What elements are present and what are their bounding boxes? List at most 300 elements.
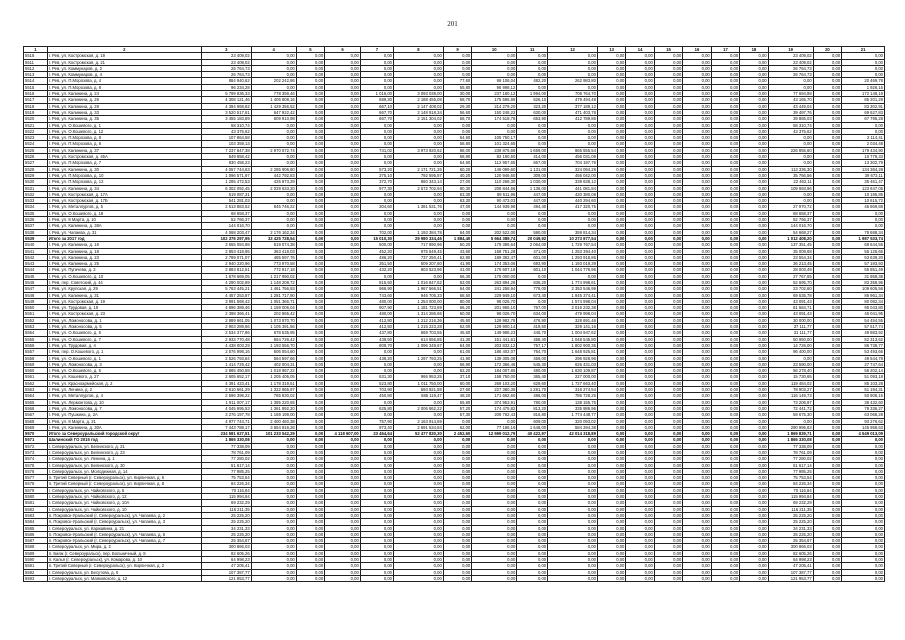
address-cell: г. Рев, ул. Пушкина, д. 2А [47, 412, 201, 418]
amount-cell: 0,00 [740, 424, 768, 430]
amount-cell: 0,00 [597, 53, 625, 59]
amount-cell: 1 994,00 [517, 91, 548, 97]
address-cell: г. Рев, ул. Костромская, д. 45А [47, 154, 201, 160]
amount-cell: 0,00 [443, 418, 471, 424]
amount-cell: 43 375,62 [201, 128, 251, 134]
amount-cell: 0,00 [325, 84, 361, 90]
amount-cell: 51 194,31 [842, 387, 885, 393]
amount-cell: 0,00 [711, 538, 739, 544]
amount-cell: 0,00 [626, 336, 654, 342]
amount-cell: 0,00 [296, 273, 324, 279]
amount-cell: 0,00 [296, 456, 324, 462]
amount-cell: 51 617,14 [201, 462, 251, 468]
row-number-cell: 5580 [24, 494, 48, 500]
amount-cell: 99 106,04 [472, 78, 517, 84]
amount-cell: 63,30 [443, 198, 471, 204]
row-number-cell: 5518 [24, 103, 48, 109]
amount-cell: 0,00 [711, 97, 739, 103]
amount-cell: 0,00 [683, 78, 711, 84]
amount-cell: 6 302 092,45 [201, 185, 251, 191]
amount-cell: 486,20 [360, 254, 393, 260]
address-cell: г. Рев, ул. О.Кошевого, д. 7 [47, 336, 201, 342]
amount-cell: 1 281,70 [517, 387, 548, 393]
amount-cell: 0,00 [517, 481, 548, 487]
amount-cell: 0,00 [443, 512, 471, 518]
address-cell: Итого за 2017 год [47, 235, 201, 241]
amount-cell: 1 148 208,72 [251, 279, 296, 285]
amount-cell: 0,00 [296, 361, 324, 367]
amount-cell: 0,00 [813, 506, 841, 512]
amount-cell: 792 595,87 [393, 172, 443, 178]
amount-cell: 300 866,03 [768, 544, 813, 550]
amount-cell: 0,00 [597, 380, 625, 386]
amount-cell: 109 605,56 [842, 286, 885, 292]
amount-cell: 0,00 [813, 418, 841, 424]
amount-cell: 0,00 [740, 204, 768, 210]
amount-cell: 0,00 [443, 506, 471, 512]
amount-cell: 609,00 [517, 418, 548, 424]
address-cell: г. Рев, ул. Красноармейская, д. 2 [47, 380, 201, 386]
amount-cell: 601,00 [517, 254, 548, 260]
amount-cell: 0,00 [654, 575, 682, 581]
amount-cell: 0,00 [740, 437, 768, 443]
amount-cell: 0,00 [813, 267, 841, 273]
amount-cell: 0,00 [711, 424, 739, 430]
amount-cell: 0,00 [813, 387, 841, 393]
amount-cell: 1 926,15 [842, 84, 885, 90]
amount-cell: 0,00 [296, 311, 324, 317]
address-cell: г. Рев, ул. О.Кошевого, д. 10 [47, 273, 201, 279]
amount-cell: 0,00 [711, 109, 739, 115]
amount-cell: 0,00 [654, 305, 682, 311]
amount-cell: 1 205 405,05 [251, 374, 296, 380]
amount-cell: 59 675,30 [768, 412, 813, 418]
amount-cell: 0,00 [325, 292, 361, 298]
row-number-cell: 5548 [24, 292, 48, 298]
amount-cell: 669 703,55 [393, 330, 443, 336]
amount-cell: 0,00 [597, 525, 625, 531]
amount-cell: 0,00 [393, 475, 443, 481]
amount-cell: 0,00 [472, 557, 517, 563]
amount-cell: 0,00 [740, 235, 768, 241]
amount-cell: 109 693,96 [768, 185, 813, 191]
row-number-cell: 5529 [24, 172, 48, 178]
amount-cell: 0,00 [597, 59, 625, 65]
amount-cell: 0,00 [654, 53, 682, 59]
amount-cell: 57 193,93 [842, 261, 885, 267]
amount-cell: 68 658,37 [201, 210, 251, 216]
amount-cell: 0,00 [597, 456, 625, 462]
amount-cell: 0,00 [393, 557, 443, 563]
amount-cell: 0,00 [325, 487, 361, 493]
amount-cell: 0,00 [626, 53, 654, 59]
amount-cell: 471,00 [517, 248, 548, 254]
amount-cell: 1 630 109,87 [548, 368, 598, 374]
amount-cell: 0,00 [683, 154, 711, 160]
amount-cell: 1 987 533,74 [842, 235, 885, 241]
amount-cell: 0,00 [654, 172, 682, 178]
amount-cell: 0,00 [683, 531, 711, 537]
amount-cell: 63,30 [443, 191, 471, 197]
amount-cell: 144 939,98 [472, 204, 517, 210]
amount-cell: 43 375,62 [768, 128, 813, 134]
amount-cell: 0,00 [683, 387, 711, 393]
amount-cell: 0,00 [711, 267, 739, 273]
amount-cell: 2 853 418,95 [201, 248, 251, 254]
amount-cell: 0,00 [842, 563, 885, 569]
amount-cell: 0,00 [626, 292, 654, 298]
amount-cell: 73 206,97 [768, 399, 813, 405]
amount-cell: 0,00 [597, 500, 625, 506]
amount-cell: 0,00 [654, 424, 682, 430]
amount-cell: 0,00 [683, 217, 711, 223]
amount-cell: 0,00 [768, 160, 813, 166]
amount-cell: 0,00 [325, 569, 361, 575]
amount-cell: 50,20 [443, 242, 471, 248]
amount-cell: 0,00 [626, 254, 654, 260]
amount-cell: 129 982,78 [472, 317, 517, 323]
amount-cell: 0,00 [711, 563, 739, 569]
amount-cell: 0,00 [393, 443, 443, 449]
amount-cell: 0,00 [740, 53, 768, 59]
column-number-header: 5 [296, 47, 324, 53]
address-cell: г. Североуральск, ул. Чайковского, д. 5 [47, 487, 201, 493]
amount-cell: 0,00 [325, 242, 361, 248]
amount-cell: 0,00 [654, 450, 682, 456]
amount-cell: 0,00 [626, 122, 654, 128]
amount-cell: 0,00 [683, 198, 711, 204]
amount-cell: 0,00 [472, 65, 517, 71]
amount-cell: 1 385 220,65 [251, 399, 296, 405]
amount-cell: 0,00 [325, 450, 361, 456]
amount-cell: 69 535,78 [768, 292, 813, 298]
amount-cell: 15 010,30 [360, 235, 393, 241]
amount-cell: 0,00 [472, 494, 517, 500]
amount-cell: 0,00 [626, 305, 654, 311]
amount-cell: 0,00 [360, 412, 393, 418]
amount-cell: 0,00 [768, 198, 813, 204]
amount-cell: 456 042,00 [548, 172, 598, 178]
amount-cell: 0,00 [360, 84, 393, 90]
amount-cell: 0,00 [740, 431, 768, 437]
amount-cell: 0,00 [683, 374, 711, 380]
amount-cell: 12 599 012,79 [472, 431, 517, 437]
amount-cell: 0,00 [393, 53, 443, 59]
amount-cell: 0,00 [325, 437, 361, 443]
amount-cell: 0,00 [597, 191, 625, 197]
amount-cell: 0,00 [296, 128, 324, 134]
amount-cell: 0,00 [360, 468, 393, 474]
address-cell: г. Североуральск, ул. Белинского, д. 30 [47, 462, 201, 468]
amount-cell: 0,00 [711, 519, 739, 525]
amount-cell: 0,00 [740, 267, 768, 273]
amount-cell: 0,00 [740, 166, 768, 172]
amount-cell: 0,00 [711, 223, 739, 229]
amount-cell: 2 596 398,22 [201, 393, 251, 399]
row-number-cell: 5520 [24, 116, 48, 122]
amount-cell: 0,00 [325, 374, 361, 380]
amount-cell: 2 940 220,96 [201, 261, 251, 267]
amount-cell: 0,00 [517, 475, 548, 481]
amount-cell: 0,00 [597, 254, 625, 260]
amount-cell: 0,00 [517, 141, 548, 147]
amount-cell: 0,00 [626, 412, 654, 418]
amount-cell: 440 294,60 [548, 198, 598, 204]
amount-cell: 0,00 [548, 525, 598, 531]
address-cell: г. Рев, ул. П.Морозова, д. 12 [47, 179, 201, 185]
amount-cell: 0,00 [683, 368, 711, 374]
amount-cell: 0,00 [597, 462, 625, 468]
amount-cell: 667,70 [360, 109, 393, 115]
amount-cell: 0,00 [654, 569, 682, 575]
amount-cell: 0,00 [296, 235, 324, 241]
amount-cell: 96 234,28 [201, 84, 251, 90]
amount-cell: 0,00 [740, 116, 768, 122]
amount-cell: 0,00 [842, 494, 885, 500]
amount-cell: 1 073 870,70 [251, 317, 296, 323]
amount-cell: 0,00 [683, 450, 711, 456]
amount-cell: 966 953,25 [393, 374, 443, 380]
amount-cell: 115 994,84 [768, 494, 813, 500]
amount-cell: 5 799 836,33 [201, 91, 251, 97]
amount-cell: 0,00 [325, 305, 361, 311]
amount-cell: 0,00 [517, 575, 548, 581]
row-number-cell: 5582 [24, 506, 48, 512]
registry-table-container [23, 46, 885, 582]
amount-cell: 0,00 [842, 72, 885, 78]
amount-cell: 420 380,08 [548, 191, 598, 197]
amount-cell: 0,00 [393, 191, 443, 197]
amount-cell: 75 753,54 [201, 475, 251, 481]
amount-cell: 86 961,34 [842, 292, 885, 298]
amount-cell: 1 729 767,54 [548, 242, 598, 248]
amount-cell: 0,00 [654, 286, 682, 292]
amount-cell: 0,00 [683, 500, 711, 506]
amount-cell: 0,00 [296, 59, 324, 65]
row-number-cell: 5523 [24, 135, 48, 141]
amount-cell: 0,00 [626, 298, 654, 304]
amount-cell: 0,00 [325, 399, 361, 405]
amount-cell: 0,00 [296, 286, 324, 292]
amount-cell: 0,00 [740, 172, 768, 178]
amount-cell: 0,00 [654, 368, 682, 374]
amount-cell: 0,00 [325, 248, 361, 254]
row-number-cell: 5519 [24, 109, 48, 115]
amount-cell: 0,00 [517, 456, 548, 462]
amount-cell: 0,00 [842, 450, 885, 456]
column-number-header: 21 [842, 47, 885, 53]
amount-cell: 0,00 [296, 374, 324, 380]
amount-cell: 0,00 [597, 468, 625, 474]
amount-cell: 0,00 [597, 443, 625, 449]
amount-cell: 0,00 [325, 336, 361, 342]
row-number-cell: 5566 [24, 405, 48, 411]
amount-cell: 0,00 [626, 217, 654, 223]
amount-cell: 414,00 [517, 154, 548, 160]
amount-cell: 0,00 [325, 78, 361, 84]
amount-cell: 151 441,61 [472, 336, 517, 342]
amount-cell: 2 610 661,29 [201, 387, 251, 393]
amount-cell: 77 280,02 [768, 456, 813, 462]
amount-cell: 262 983,80 [548, 78, 598, 84]
amount-cell: 0,00 [597, 519, 625, 525]
amount-cell: 0,00 [296, 109, 324, 115]
amount-cell: 0,00 [813, 361, 841, 367]
amount-cell: 0,00 [626, 279, 654, 285]
amount-cell: 0,00 [548, 443, 598, 449]
amount-cell: 41,30 [443, 336, 471, 342]
amount-cell: 0,00 [517, 128, 548, 134]
amount-cell: 2 513 883,52 [201, 204, 251, 210]
amount-cell: 0,00 [443, 217, 471, 223]
amount-cell: 0,00 [296, 84, 324, 90]
amount-cell: 1 648 925,81 [548, 349, 598, 355]
amount-cell: 0,00 [740, 160, 768, 166]
address-cell: г. Рев, ул. Металлургов, д. 4 [47, 393, 201, 399]
amount-cell: 144 016,70 [768, 223, 813, 229]
amount-cell: 202 242,86 [251, 78, 296, 84]
amount-cell: 0,00 [683, 557, 711, 563]
amount-cell: 229 949,10 [472, 292, 517, 298]
amount-cell: 0,00 [393, 538, 443, 544]
amount-cell: 0,00 [360, 569, 393, 575]
amount-cell: 115 994,84 [201, 494, 251, 500]
amount-cell: 0,00 [325, 557, 361, 563]
amount-cell: 0,00 [548, 210, 598, 216]
amount-cell: 0,00 [443, 65, 471, 71]
amount-cell: 0,00 [654, 229, 682, 235]
amount-cell: 0,00 [813, 160, 841, 166]
amount-cell: 105 750,17 [472, 135, 517, 141]
amount-cell: 0,00 [842, 443, 885, 449]
amount-cell: 0,00 [654, 311, 682, 317]
amount-cell: 673,40 [517, 292, 548, 298]
amount-cell: 1 911 007,17 [201, 399, 251, 405]
amount-cell: 0,00 [472, 72, 517, 78]
amount-cell: 0,00 [654, 544, 682, 550]
amount-cell: 80 082,34 [842, 298, 885, 304]
amount-cell: 0,00 [472, 512, 517, 518]
amount-cell: 0,00 [626, 355, 654, 361]
amount-cell: 0,00 [740, 261, 768, 267]
amount-cell: 0,00 [842, 519, 885, 525]
row-number-cell: 5576 [24, 468, 48, 474]
amount-cell: 0,00 [251, 135, 296, 141]
amount-cell: 23 409,02 [768, 53, 813, 59]
amount-cell: 61 584,71 [768, 305, 813, 311]
amount-cell: 0,00 [813, 544, 841, 550]
amount-cell: 43 091,43 [768, 298, 813, 304]
amount-cell: 482,20 [517, 78, 548, 84]
amount-cell: 25 225,20 [201, 531, 251, 537]
amount-cell: 0,00 [597, 355, 625, 361]
amount-cell: 64,00 [443, 229, 471, 235]
amount-cell: 300 866,03 [201, 544, 251, 550]
amount-cell: 0,00 [626, 380, 654, 386]
amount-cell: 0,00 [626, 374, 654, 380]
amount-cell: 0,00 [443, 569, 471, 575]
amount-cell: 0,00 [597, 393, 625, 399]
amount-cell: 0,00 [683, 135, 711, 141]
address-cell: г. Североуральск, ул. Бесутова, д. 5 [47, 569, 201, 575]
amount-cell: 0,00 [813, 172, 841, 178]
amount-cell: 0,00 [517, 569, 548, 575]
amount-cell: 0,00 [813, 443, 841, 449]
amount-cell: 0,00 [740, 65, 768, 71]
amount-cell: 226 855,60 [768, 147, 813, 153]
amount-cell: 0,00 [740, 109, 768, 115]
row-number-cell: 5536 [24, 217, 48, 223]
amount-cell: 0,00 [360, 198, 393, 204]
amount-cell: 1 018 867,22 [251, 368, 296, 374]
amount-cell: 452,20 [360, 248, 393, 254]
amount-cell: 0,00 [296, 223, 324, 229]
amount-cell: 0,00 [711, 494, 739, 500]
amount-cell: 0,00 [517, 437, 548, 443]
amount-cell: 0,00 [325, 494, 361, 500]
amount-cell: 45 041,95 [842, 311, 885, 317]
amount-cell: 0,00 [626, 103, 654, 109]
amount-cell: 0,00 [768, 418, 813, 424]
amount-cell: 62,00 [443, 324, 471, 330]
amount-cell: 55 125,65 [842, 248, 885, 254]
amount-cell: 523,80 [360, 380, 393, 386]
amount-cell: 1 727 663,40 [548, 380, 598, 386]
amount-cell: 0,00 [251, 154, 296, 160]
amount-cell: 0,00 [517, 273, 548, 279]
amount-cell: 0,00 [597, 418, 625, 424]
row-number-cell: 5551 [24, 311, 48, 317]
amount-cell: 593 921,88 [393, 387, 443, 393]
amount-cell: 0,00 [842, 210, 885, 216]
amount-cell: 0,00 [683, 575, 711, 581]
amount-cell: 0,00 [654, 210, 682, 216]
amount-cell: 0,00 [251, 462, 296, 468]
amount-cell: 0,00 [683, 380, 711, 386]
amount-cell: 0,00 [654, 462, 682, 468]
amount-cell: 0,00 [711, 342, 739, 348]
address-cell: г. Рев, ул. Калинина, д. 33 [47, 109, 201, 115]
row-number-cell: 5555 [24, 336, 48, 342]
address-cell: г. Рев, ул. Калинина, д. 34 [47, 185, 201, 191]
amount-cell: 0,00 [393, 494, 443, 500]
amount-cell: 49 883,92 [842, 330, 885, 336]
amount-cell: 0,00 [740, 368, 768, 374]
amount-cell: 80,30 [443, 185, 471, 191]
amount-cell: 0,00 [842, 544, 885, 550]
amount-cell: 176 607,18 [472, 267, 517, 273]
amount-cell: 0,00 [683, 487, 711, 493]
amount-cell: 2 789 071,07 [201, 254, 251, 260]
amount-cell: 767,00 [517, 305, 548, 311]
amount-cell: 417 320,75 [548, 204, 598, 210]
amount-cell: 25 225,20 [768, 519, 813, 525]
amount-cell: 0,00 [393, 506, 443, 512]
amount-cell: 0,00 [654, 254, 682, 260]
amount-cell: 0,00 [393, 210, 443, 216]
amount-cell: 0,00 [740, 481, 768, 487]
row-number-cell: 5592 [24, 569, 48, 575]
amount-cell: 363 418,03 [251, 248, 296, 254]
amount-cell: 860 343,14 [393, 179, 443, 185]
amount-cell: 25 225,20 [201, 512, 251, 518]
amount-cell: 4 438 003,29 [201, 342, 251, 348]
amount-cell: 0,00 [654, 292, 682, 298]
amount-cell: 447,00 [517, 198, 548, 204]
amount-cell: 0,00 [548, 494, 598, 500]
amount-cell: 0,00 [443, 525, 471, 531]
amount-cell: 0,00 [654, 342, 682, 348]
